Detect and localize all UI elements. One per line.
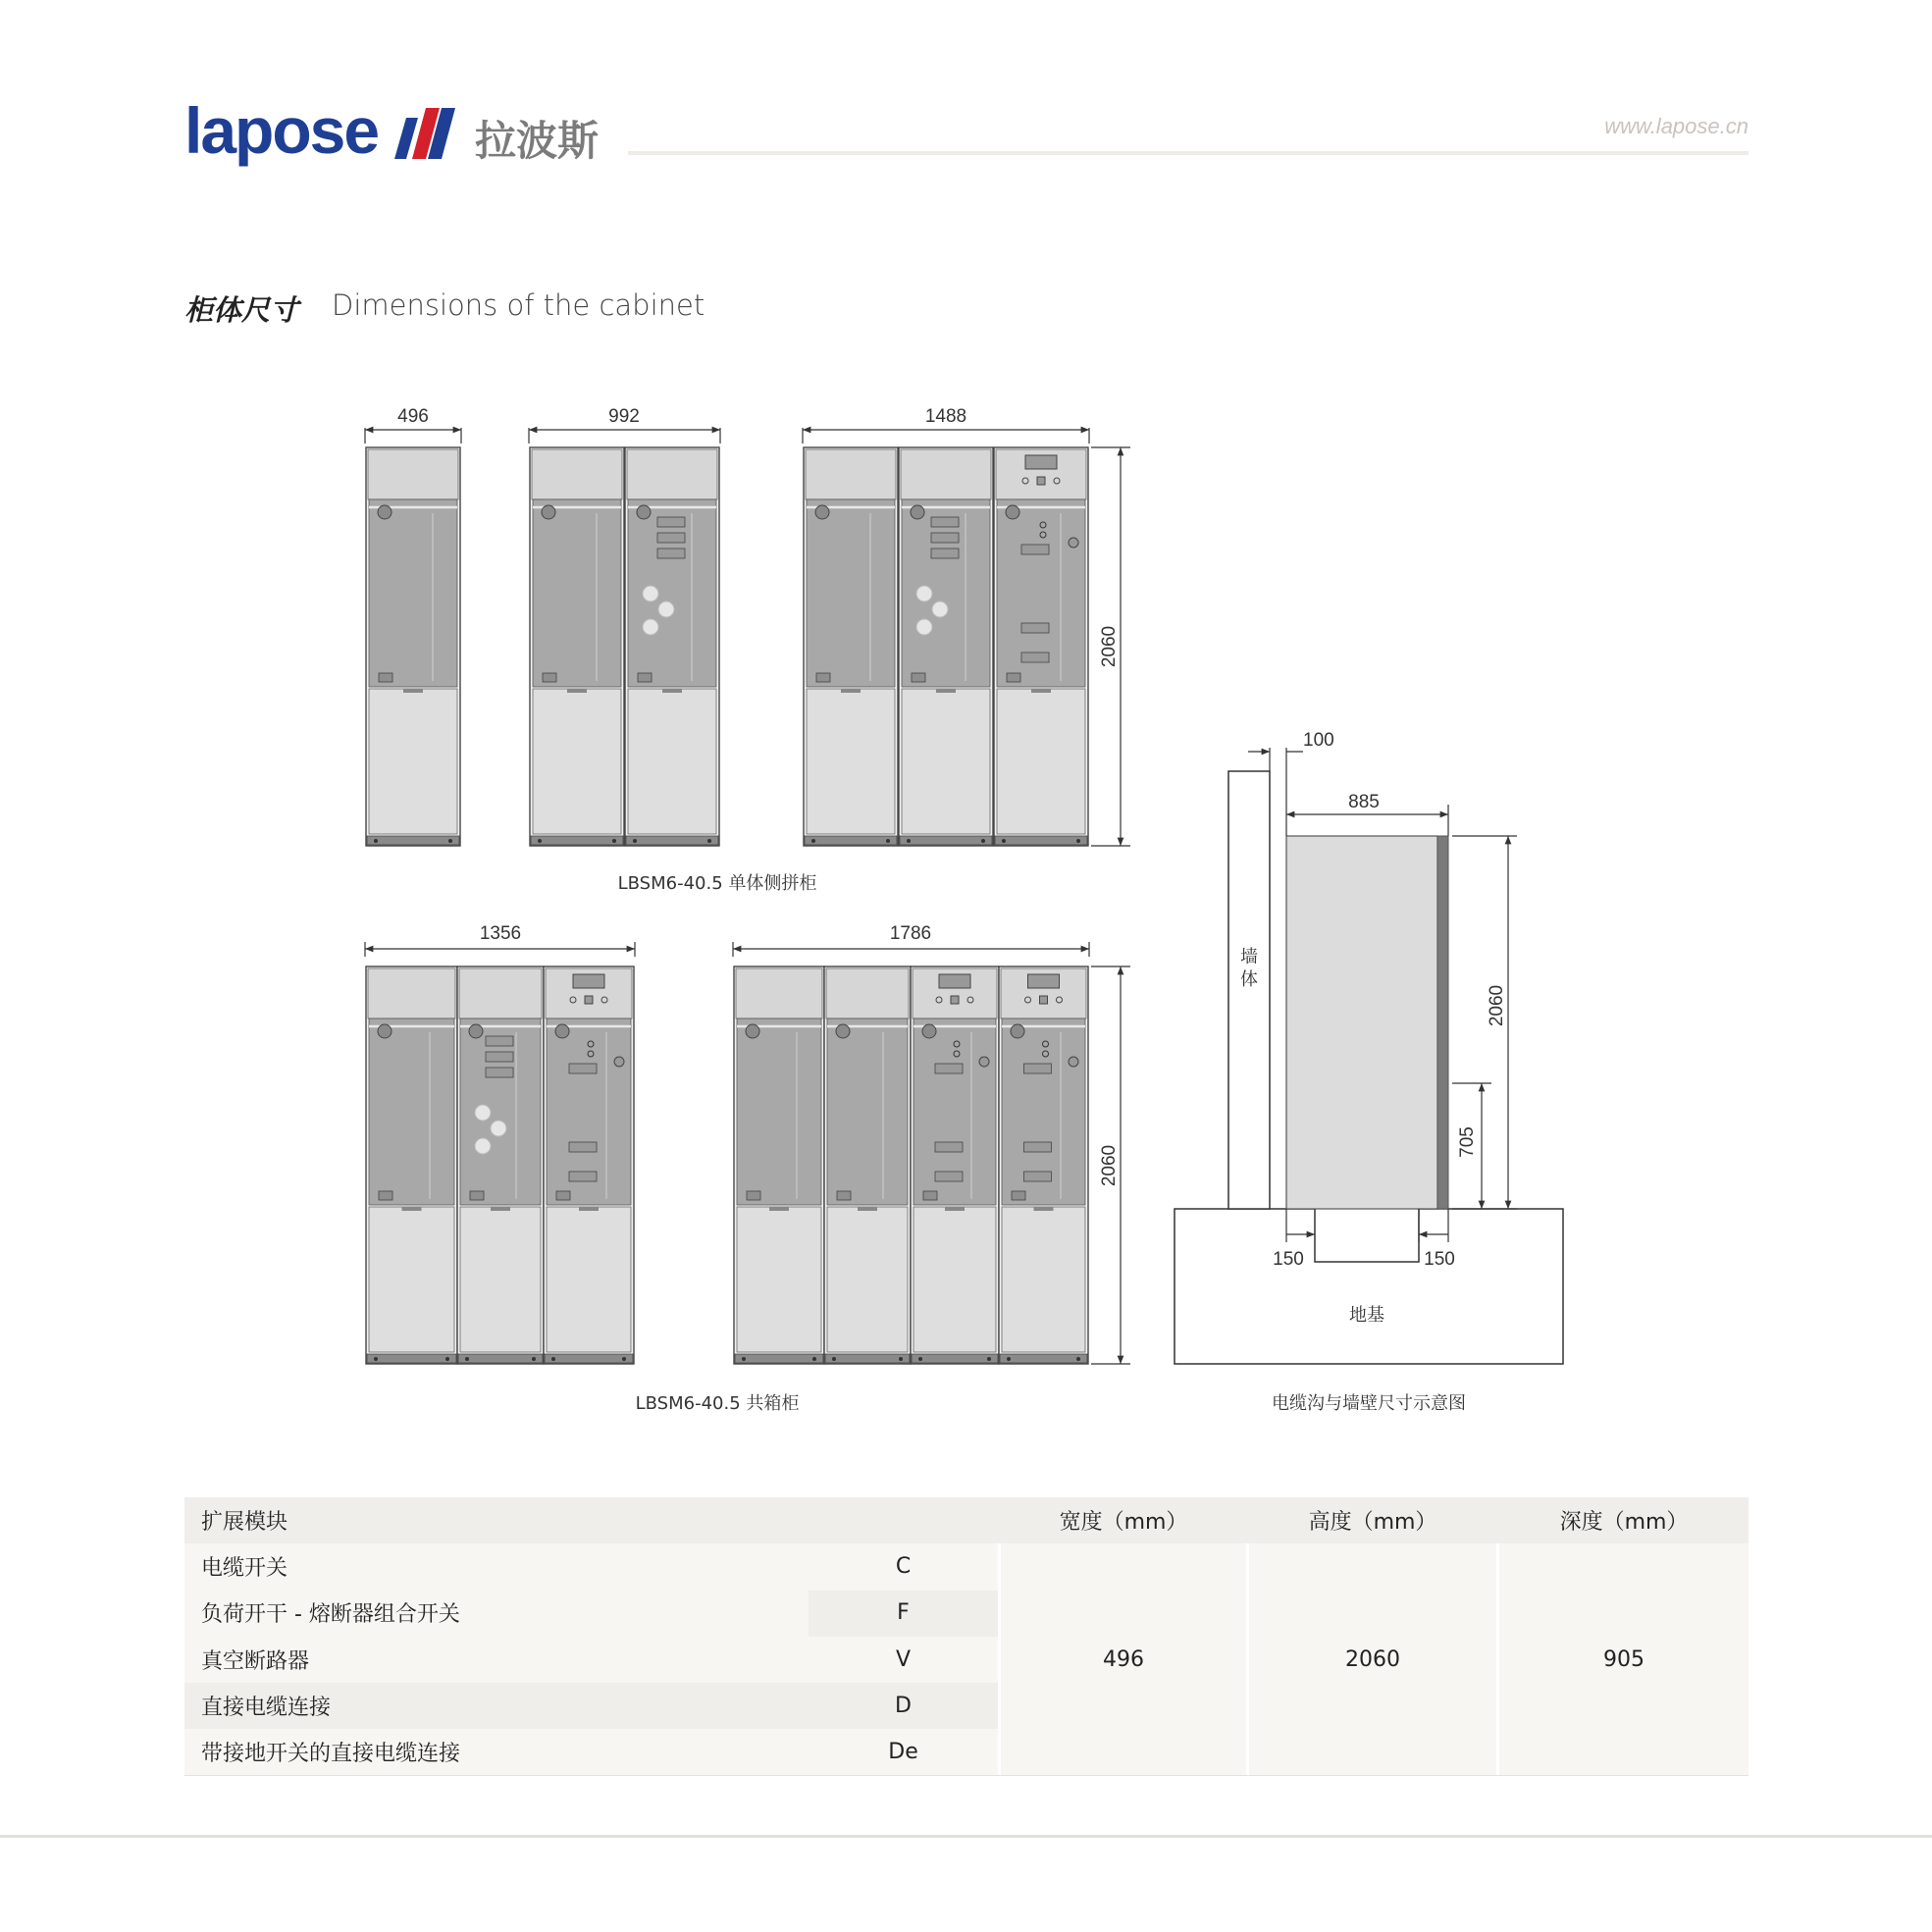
cabinet-c-lower [737, 1207, 821, 1352]
fuse-icon [643, 586, 658, 601]
value-depth: 905 [1603, 1647, 1645, 1672]
cabinet-v-knob-icon [1006, 505, 1019, 519]
cabinet-c-door [807, 499, 895, 687]
fuse-icon [475, 1105, 491, 1121]
cabinet-c-lower [369, 1207, 454, 1352]
col-header-width: 宽度（mm） [1059, 1510, 1188, 1535]
dim-height-top: 2060 [1099, 625, 1120, 668]
cabinet-c-base [735, 1354, 823, 1363]
fuse-icon [916, 619, 932, 635]
table-row-name: 负荷开干 - 熔断器组合开关 [201, 1602, 460, 1627]
dim-trench-right: 150 [1424, 1249, 1455, 1270]
cabinet-f-lower [628, 689, 716, 834]
value-height: 2060 [1345, 1647, 1400, 1672]
cabinet-c-base [805, 836, 897, 845]
website-url[interactable]: www.lapose.cn [1604, 114, 1749, 138]
table-row-name: 电缆开关 [201, 1556, 288, 1581]
brand-logo-cn: 拉波斯 [475, 117, 600, 165]
cabinet-c-base [825, 1354, 910, 1363]
cabinet-f-door [628, 499, 716, 687]
fuse-icon [475, 1138, 491, 1154]
cabinet-v-lower [997, 689, 1085, 834]
cabinet-c-knob-icon [746, 1024, 759, 1038]
wall-label-2: 体 [1240, 969, 1258, 990]
dim-width-1786: 1786 [889, 923, 932, 944]
cabinet-c-door [827, 1018, 908, 1205]
col-header-height: 高度（mm） [1308, 1510, 1437, 1535]
value-width: 496 [1103, 1647, 1144, 1672]
dim-depth: 885 [1348, 792, 1380, 812]
dim-lower-height: 705 [1457, 1126, 1478, 1158]
col-header-module: 扩展模块 [201, 1510, 288, 1535]
meter-display-icon [1025, 455, 1057, 469]
cabinet-v-base [545, 1354, 633, 1363]
dim-side-height: 2060 [1487, 984, 1507, 1027]
cabinet-door-edge [1437, 836, 1448, 1209]
cabinet-v-base [995, 836, 1087, 845]
cable-trench [1315, 1209, 1419, 1262]
spec-table [184, 1497, 1749, 1776]
cabinet-v-knob-icon [1011, 1024, 1024, 1038]
cabinet-v-knob-icon [555, 1024, 569, 1038]
cabinet-side [1286, 836, 1437, 1209]
cabinet-c-top [368, 968, 455, 1018]
cabinet-c-base [531, 836, 623, 845]
cabinet-f-top [459, 968, 542, 1018]
cabinet-c-door [369, 1018, 454, 1205]
cabinet-c-door [533, 499, 621, 687]
dim-width-992: 992 [608, 406, 640, 427]
fuse-icon [916, 586, 932, 601]
cabinet-v-lower [1002, 1207, 1085, 1352]
cabinet-c-lower [827, 1207, 908, 1352]
cabinet-f-lower [460, 1207, 541, 1352]
cabinet-f-top [627, 449, 717, 499]
caption-side-cabinet: LBSM6-40.5 单体侧拼柜 [617, 873, 817, 894]
wall-label-1: 墙 [1240, 947, 1258, 967]
table-row-code: V [895, 1647, 912, 1672]
cabinet-v-base [912, 1354, 998, 1363]
cabinet-v-knob-icon [922, 1024, 936, 1038]
table-row-code: F [897, 1600, 910, 1625]
table-row-name: 带接地开关的直接电缆连接 [201, 1742, 461, 1766]
footer-divider [0, 1835, 1932, 1838]
section-title-cn: 柜体尺寸 [184, 293, 299, 327]
fuse-icon [932, 601, 948, 617]
cabinet-c-single-base [367, 836, 459, 845]
cabinet-f-door [902, 499, 990, 687]
cabinet-v-lower [547, 1207, 631, 1352]
meter-display-icon [573, 974, 604, 988]
dim-width-496: 496 [397, 406, 429, 427]
cabinet-v-base [1000, 1354, 1087, 1363]
cabinet-c-lower [533, 689, 621, 834]
cabinet-c-knob-icon [378, 1024, 392, 1038]
table-row-code: D [895, 1694, 912, 1718]
cabinet-c-knob-icon [815, 505, 829, 519]
cabinet-c-top [736, 968, 822, 1018]
meter-display-icon [939, 974, 970, 988]
cabinet-f-base [900, 836, 992, 845]
cabinet-c-single-knob-icon [378, 505, 392, 519]
cabinet-c-single-top [368, 449, 458, 499]
table-row-code: De [888, 1740, 918, 1764]
cabinet-f-lower [902, 689, 990, 834]
fuse-icon [643, 619, 658, 635]
cabinet-c-door [737, 1018, 821, 1205]
cabinet-f-base [626, 836, 718, 845]
brand-logo-latin: lapose [184, 98, 379, 167]
dim-trench-left: 150 [1273, 1249, 1304, 1270]
col-header-depth: 深度（mm） [1559, 1510, 1689, 1535]
caption-common-box: LBSM6-40.5 共箱柜 [635, 1393, 800, 1414]
cabinet-f-base [458, 1354, 543, 1363]
cabinet-c-top [532, 449, 622, 499]
dim-width-1488: 1488 [924, 406, 967, 427]
table-row-name: 真空断路器 [201, 1649, 310, 1674]
caption-trench-wall: 电缆沟与墙壁尺寸示意图 [1272, 1393, 1466, 1414]
cabinet-f-knob-icon [637, 505, 651, 519]
dim-height-bottom: 2060 [1099, 1144, 1120, 1187]
cabinet-c-knob-icon [542, 505, 555, 519]
cabinet-f-top [901, 449, 991, 499]
cabinet-c-single-lower [369, 689, 457, 834]
fuse-icon [491, 1121, 506, 1136]
fuse-icon [658, 601, 674, 617]
cabinet-f-knob-icon [469, 1024, 483, 1038]
cabinet-v-lower [914, 1207, 996, 1352]
meter-display-icon [1028, 974, 1060, 988]
side-view [1175, 730, 1563, 1414]
cabinet-c-base [367, 1354, 456, 1363]
cabinet-fronts [366, 447, 1088, 1364]
cabinet-c-top [806, 449, 896, 499]
cabinet-c-single-door [369, 499, 457, 687]
table-row-code: C [895, 1554, 912, 1579]
cabinet-c-knob-icon [836, 1024, 850, 1038]
dim-width-1356: 1356 [479, 923, 522, 944]
table-row-name: 直接电缆连接 [201, 1696, 332, 1720]
wall [1228, 771, 1270, 1209]
cabinet-f-door [460, 1018, 541, 1205]
foundation-label: 地基 [1349, 1305, 1384, 1326]
cabinet-f-knob-icon [911, 505, 924, 519]
dim-wall-gap: 100 [1303, 730, 1334, 751]
section-title-en: Dimensions of the cabinet [332, 288, 705, 322]
cabinet-c-top [826, 968, 909, 1018]
cabinet-c-lower [807, 689, 895, 834]
